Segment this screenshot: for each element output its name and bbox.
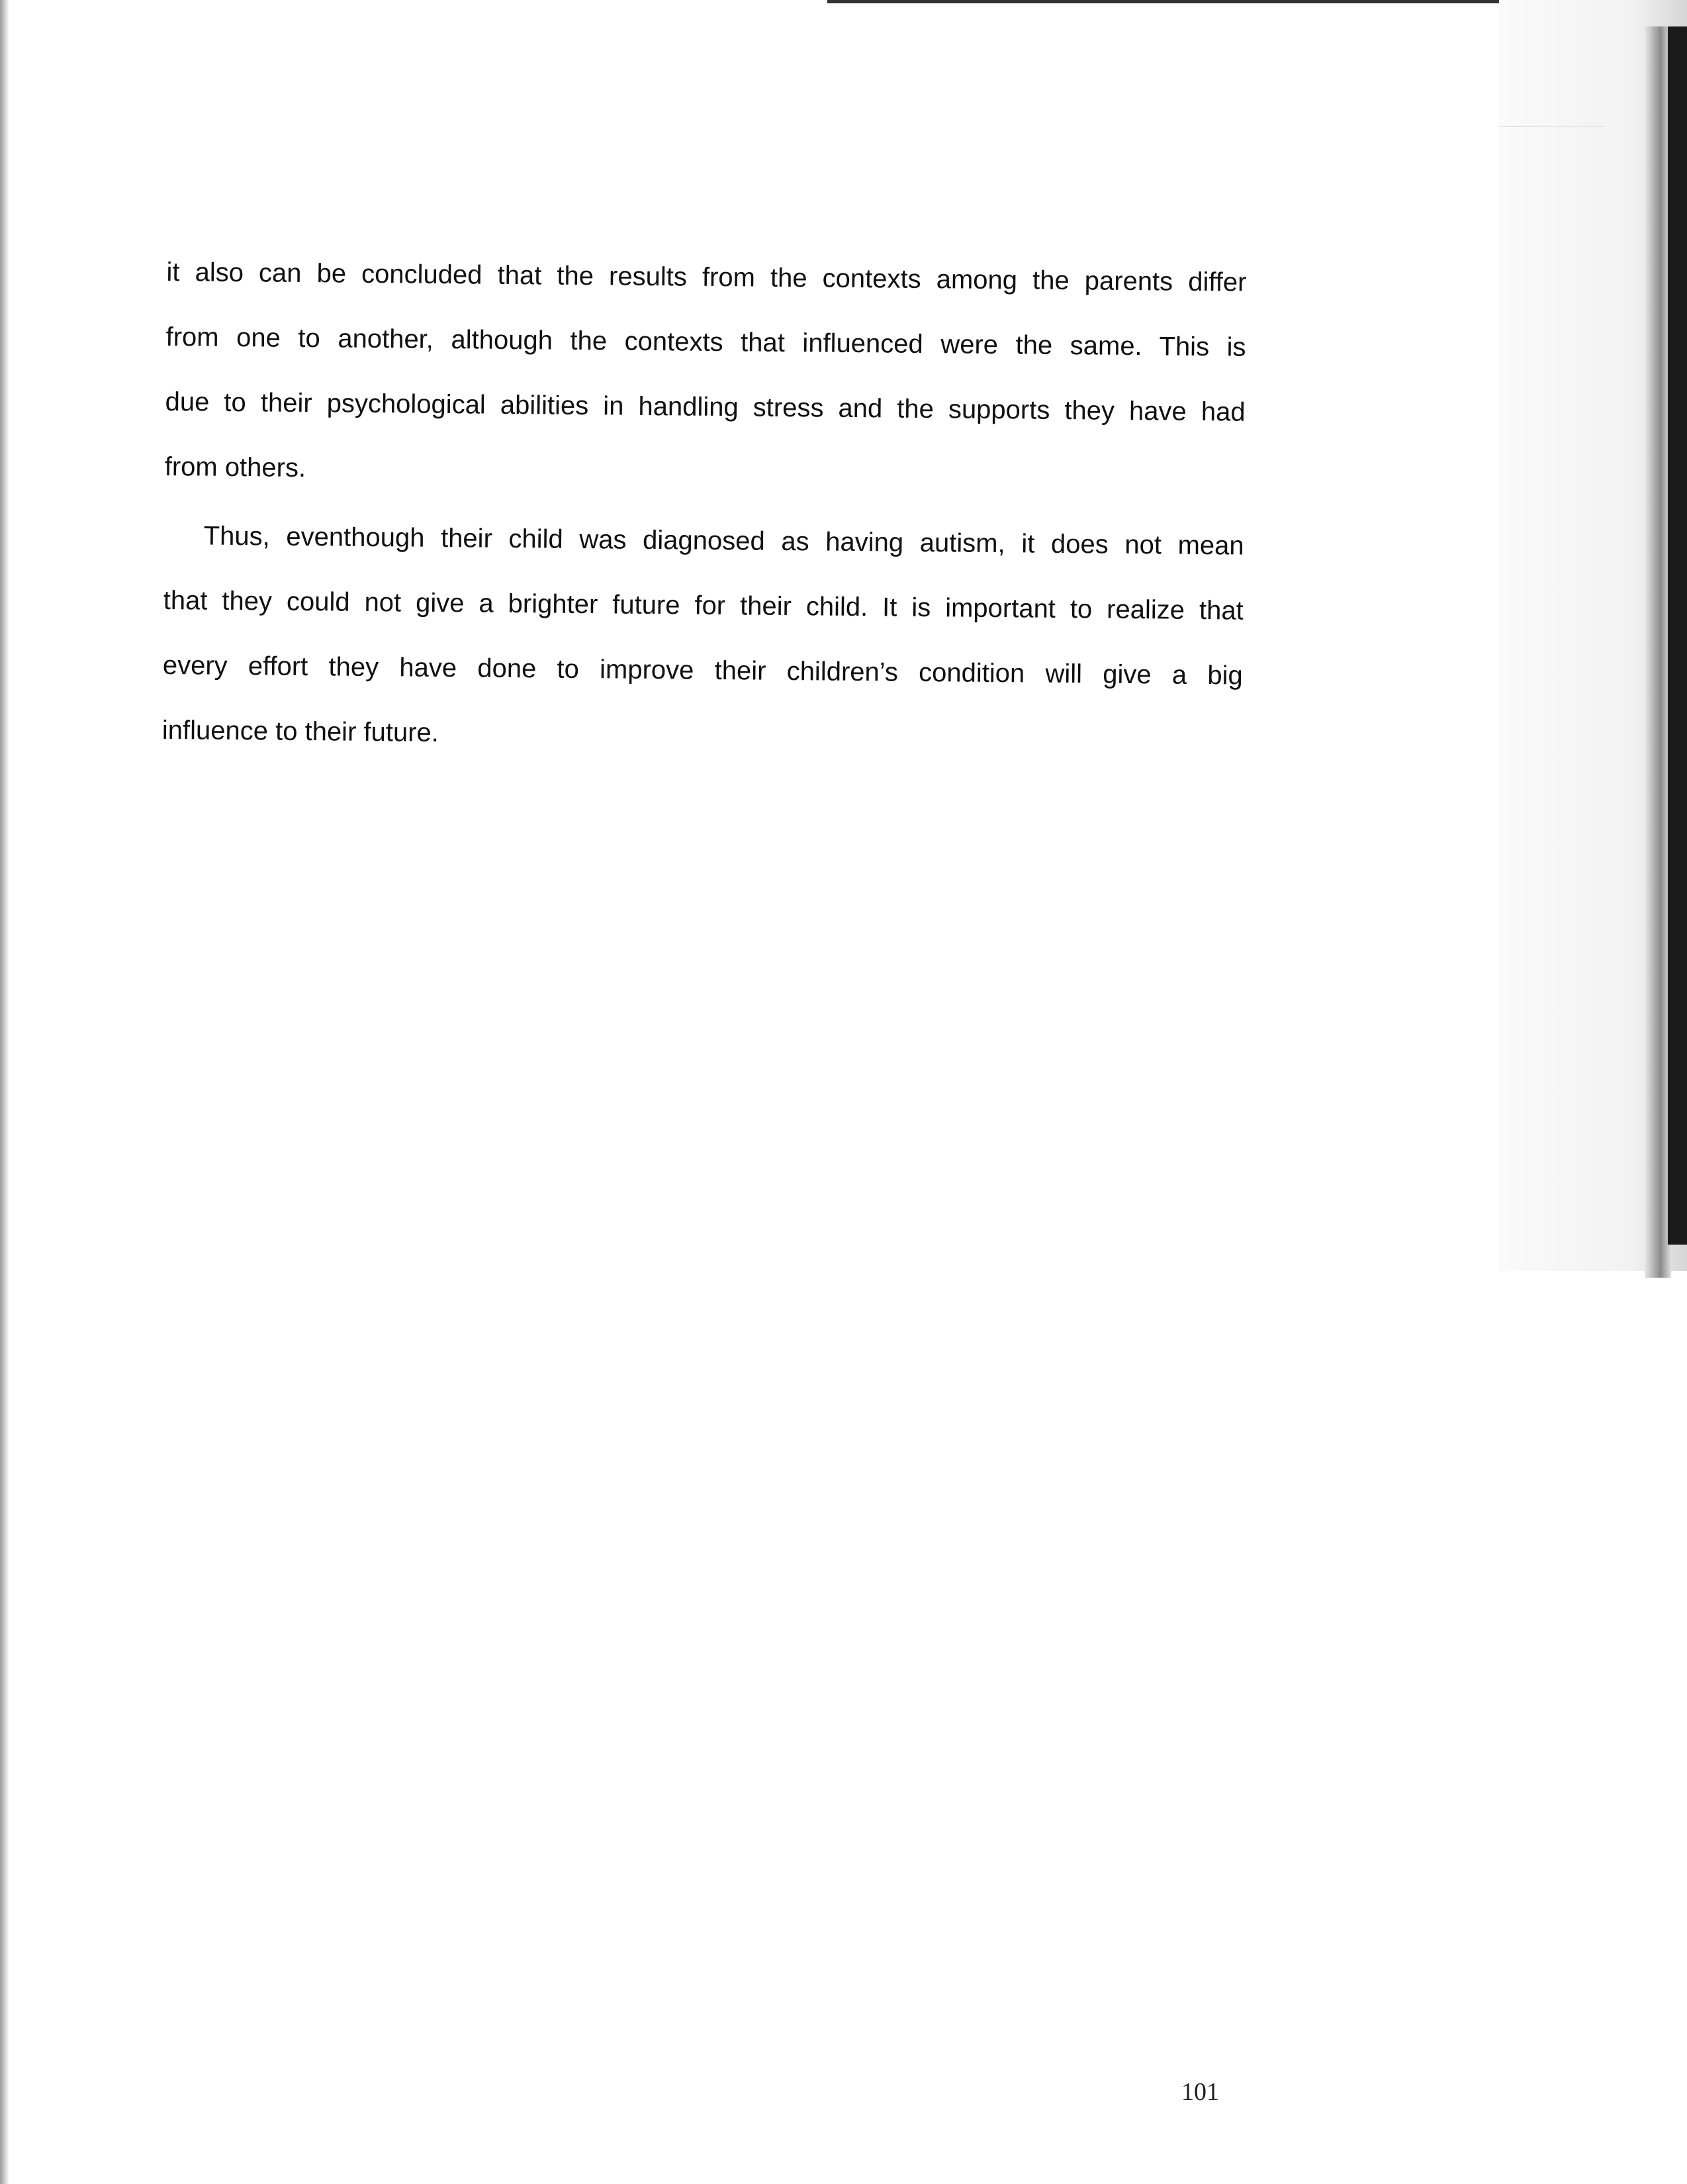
text-line: from others. — [164, 451, 306, 483]
text-line: influence to their future. — [161, 715, 439, 747]
text-line: every effort they have done to improve their children’s condition will give a big — [162, 650, 1243, 690]
text-line: Thus, eventhough their child was diagnosed as having autism, it does not mean — [203, 521, 1244, 561]
scan-right-edge-shadow — [1645, 26, 1671, 1278]
text-line: it also can be concluded that the results from the contexts among the parents differ — [166, 257, 1247, 297]
text-line: that they could not give a brighter future for their child. It is important to realize that — [163, 585, 1244, 626]
scan-right-border — [1668, 26, 1687, 1245]
body-text — [161, 240, 1247, 773]
page-number: 101 — [1181, 2078, 1219, 2106]
paragraph-2 — [161, 503, 1244, 773]
scan-left-shadow — [0, 0, 9, 2184]
paragraph-1 — [164, 240, 1247, 510]
text-line: due to their psychological abilities in handling stress and the supports they have had — [165, 387, 1246, 427]
text-line: from one to another, although the contexts that influenced were the same. This is — [165, 322, 1246, 362]
scan-fold-mark — [1499, 126, 1605, 193]
